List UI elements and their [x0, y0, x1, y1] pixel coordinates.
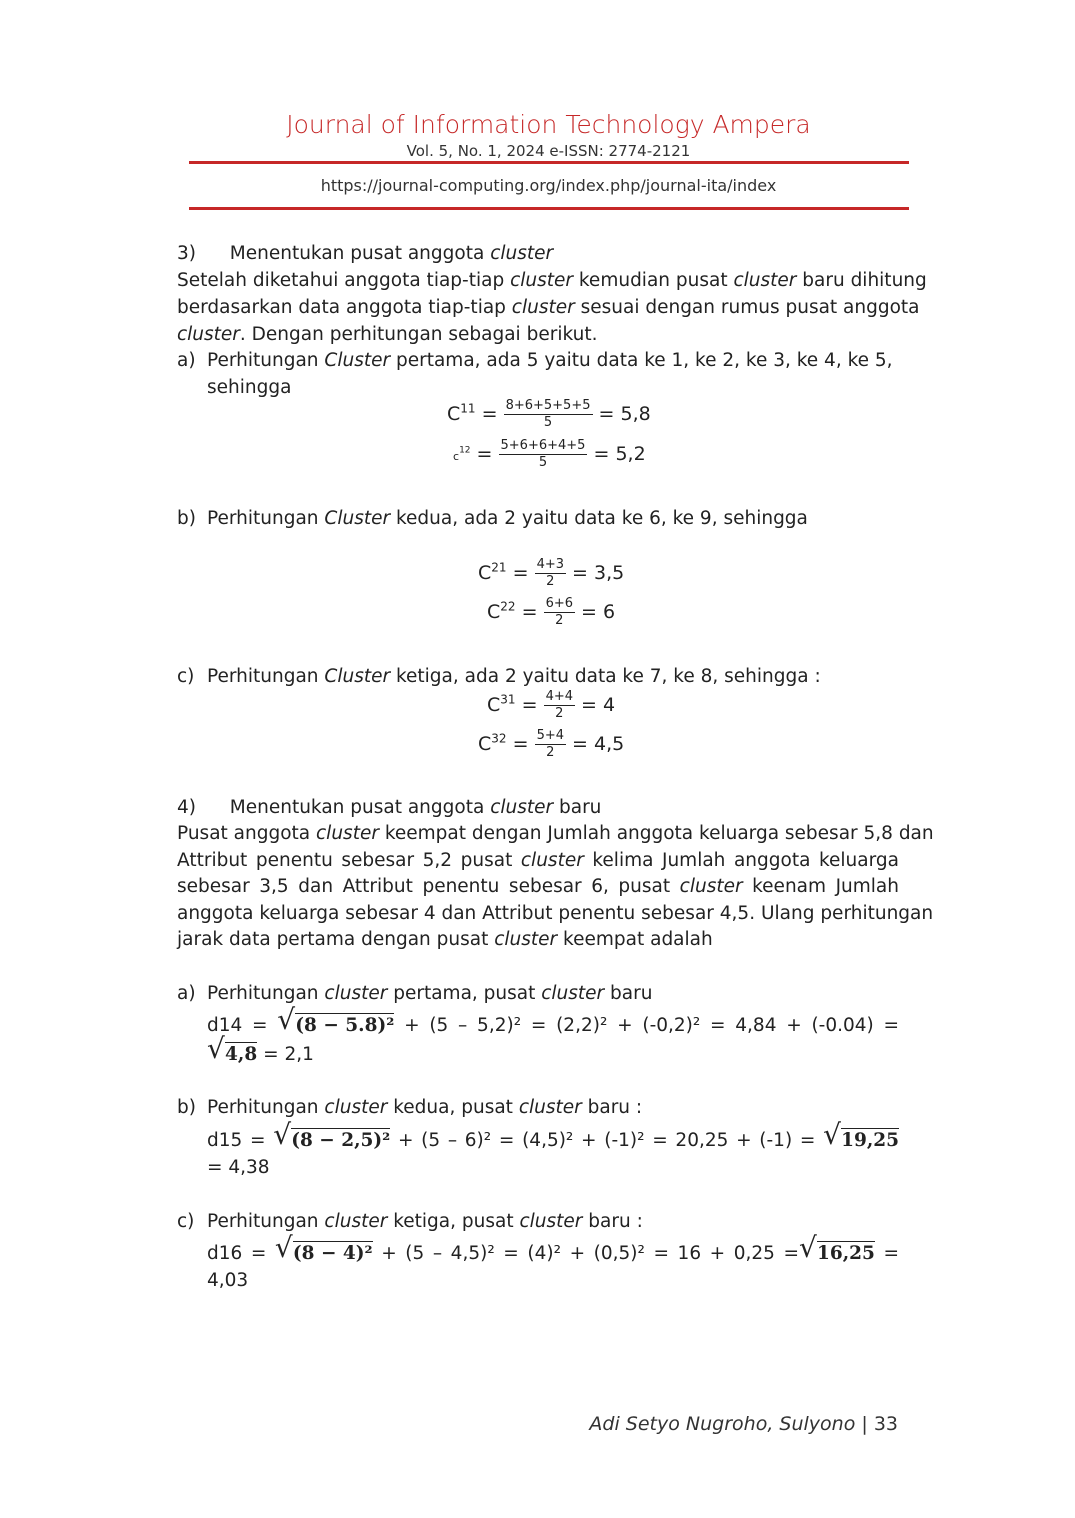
eq-sup: 21	[491, 560, 507, 575]
eq-result: = 4	[581, 694, 616, 716]
list-item-a	[177, 347, 899, 374]
text: ketiga, ada 2 yaitu data ke 7, ke 8, sehingga :	[390, 666, 821, 687]
text: pertama, ada 5 yaitu data ke 1, ke 2, ke 3, ke 4, ke 5,	[390, 350, 893, 371]
page-footer	[589, 1413, 898, 1435]
page-number: 33	[873, 1413, 898, 1435]
eq-label: C	[487, 694, 501, 716]
footer-separator: |	[855, 1413, 874, 1435]
heading-text: baru	[553, 797, 602, 818]
list-item-b	[177, 1094, 899, 1121]
text-italic: cluster	[519, 1211, 583, 1232]
text: kedua, pusat	[387, 1097, 519, 1118]
paragraph-line	[177, 900, 934, 927]
text: + (5 – 5,2)² = (2,2)² + (-0,2)² = 4,84 + (-0.04) =	[394, 1015, 900, 1036]
text: Perhitungan	[207, 350, 325, 371]
eq-result: = 3,5	[572, 562, 625, 584]
text-italic: cluster	[177, 324, 240, 345]
equation-c21: $C^{21}$ = $\frac{4+3}{2}$ = 3,5	[478, 557, 625, 589]
text: d16 =	[207, 1243, 275, 1264]
text: Setelah diketahui anggota tiap-tiap	[177, 270, 511, 291]
list-label: b)	[177, 508, 196, 529]
fraction	[544, 596, 575, 629]
section-4-heading	[177, 794, 899, 821]
text-italic: cluster	[510, 270, 573, 291]
text: = 2,1	[257, 1044, 314, 1065]
text-italic: cluster	[324, 983, 388, 1004]
text-italic: Cluster	[324, 508, 391, 529]
numerator: 4+4	[545, 689, 573, 704]
text: anggota keluarga sebesar 4 dan Attribut penentu sebesar 4,5. Ulang perhitungan	[177, 903, 934, 924]
text-italic: cluster	[733, 270, 797, 291]
equation-c32: $C^{32}$ = $\frac{5+4}{2}$ = 4,5	[478, 728, 625, 760]
list-label: b)	[177, 1097, 196, 1118]
list-item-b	[177, 505, 899, 532]
paragraph-line	[177, 873, 899, 900]
radicand: 4,8	[225, 1044, 258, 1065]
radicand: (8 − 5.8)²	[295, 1015, 395, 1036]
text: ketiga, pusat	[387, 1211, 520, 1232]
text: Perhitungan	[207, 1097, 325, 1118]
paragraph-line	[177, 321, 899, 348]
fraction	[535, 557, 566, 590]
text: sebesar 3,5 dan Attribut penentu sebesar 6, pusat	[177, 876, 680, 897]
paragraph-line	[177, 267, 927, 294]
text: kelima Jumlah anggota keluarga	[583, 850, 899, 871]
text-italic: cluster	[324, 1097, 388, 1118]
denominator: 5	[543, 415, 553, 430]
sqrt	[273, 1118, 391, 1154]
text: Attribut penentu sebesar 5,2 pusat	[177, 850, 521, 871]
text-italic: cluster	[541, 983, 605, 1004]
text: Perhitungan	[207, 508, 325, 529]
list-item-a-cont: sehingga	[207, 377, 292, 398]
numerator: 4+3	[536, 557, 564, 572]
equation-d14-cont	[207, 1032, 899, 1068]
eq-label: C	[487, 601, 501, 623]
radical-icon: √	[823, 1118, 841, 1151]
equation-d15	[207, 1118, 900, 1154]
eq-label: C	[447, 403, 461, 425]
eq-label: c	[453, 450, 460, 463]
eq-result: = 5,2	[593, 443, 646, 465]
text-italic: cluster	[520, 850, 584, 871]
text-italic: Cluster	[324, 666, 391, 687]
equation-c22: $C^{22}$ = $\frac{6+6}{2}$ = 6	[487, 596, 616, 628]
paragraph-line	[177, 294, 920, 321]
sqrt	[274, 1231, 373, 1267]
text-italic: cluster	[518, 1097, 582, 1118]
sqrt	[207, 1032, 258, 1068]
eq-sup: 32	[491, 731, 507, 746]
journal-title: Journal of Information Technology Ampera	[286, 110, 811, 139]
denominator: 2	[555, 706, 564, 721]
journal-url[interactable]: https://journal-computing.org/index.php/journal-ita/index	[320, 176, 777, 195]
radicand: 16,25	[816, 1243, 875, 1264]
equation-c12: $c^{12}$ = $\frac{5+6+6+4+5}{5}$ = 5,2	[453, 438, 646, 470]
journal-volume: Vol. 5, No. 1, 2024 e-ISSN: 2774-2121	[406, 142, 691, 160]
radical-icon: √	[798, 1231, 817, 1264]
text: keenam Jumlah	[742, 876, 899, 897]
eq-result: = 4,5	[572, 733, 625, 755]
eq-result: = 5,8	[598, 403, 651, 425]
list-label: a)	[177, 350, 196, 371]
eq-result: = 6	[581, 601, 616, 623]
numerator: 8+6+5+5+5	[505, 398, 591, 413]
radical-icon: √	[273, 1118, 292, 1151]
text: kemudian pusat	[573, 270, 734, 291]
section-number: 4)	[177, 797, 196, 818]
radical-icon: √	[277, 1003, 296, 1036]
text: berdasarkan data anggota tiap-tiap	[177, 297, 512, 318]
section-3-heading	[177, 240, 899, 267]
section-number: 3)	[177, 243, 196, 264]
text: baru dihitung	[796, 270, 927, 291]
text-italic: cluster	[511, 297, 575, 318]
paragraph-line	[177, 847, 899, 874]
text: sesuai dengan rumus pusat anggota	[574, 297, 920, 318]
fraction	[535, 728, 566, 761]
paragraph-line	[177, 926, 899, 953]
header-rule-top	[189, 161, 909, 164]
equation-d15-cont: = 4,38	[207, 1157, 270, 1178]
eq-sup: 12	[459, 445, 471, 456]
denominator: 2	[546, 574, 555, 589]
radicand: 19,25	[841, 1130, 900, 1151]
sqrt	[823, 1118, 900, 1154]
text: baru :	[582, 1211, 643, 1232]
text: + (5 – 6)² = (4,5)² + (-1)² = 20,25 + (-1) =	[390, 1130, 824, 1151]
footer-authors: Adi Setyo Nugroho, Sulyono	[589, 1413, 856, 1435]
text: =	[874, 1243, 899, 1264]
numerator: 6+6	[545, 596, 573, 611]
eq-sup: 31	[500, 692, 516, 707]
eq-label: C	[478, 733, 492, 755]
text: + (5 – 4,5)² = (4)² + (0,5)² = 16 + 0,25 =	[372, 1243, 799, 1264]
sqrt	[277, 1003, 395, 1039]
equation-d14	[207, 1003, 900, 1039]
fraction	[499, 438, 588, 471]
text: d14 =	[207, 1015, 278, 1036]
equation-d16-cont: 4,03	[207, 1270, 249, 1291]
fraction	[544, 689, 575, 722]
text: d15 =	[207, 1130, 274, 1151]
denominator: 5	[538, 455, 548, 470]
list-item-c	[177, 663, 899, 690]
text-italic: cluster	[494, 929, 558, 950]
text-italic: cluster	[324, 1211, 388, 1232]
text-italic: cluster	[679, 876, 743, 897]
text: jarak data pertama dengan pusat	[177, 929, 495, 950]
text: pertama, pusat	[387, 983, 542, 1004]
radicand: (8 − 4)²	[292, 1243, 373, 1264]
text: Perhitungan	[207, 1211, 325, 1232]
list-label: c)	[177, 1211, 195, 1232]
text: kedua, ada 2 yaitu data ke 6, ke 9, sehingga	[390, 508, 808, 529]
text: Perhitungan	[207, 983, 325, 1004]
text: Pusat anggota	[177, 823, 317, 844]
denominator: 2	[546, 745, 555, 760]
equation-c11: $C^{11}$ = $\frac{8+6+5+5+5}{5}$ = 5,8	[447, 398, 651, 430]
eq-sup: 11	[460, 401, 476, 416]
heading-text: Menentukan pusat anggota	[229, 243, 485, 264]
radical-icon: √	[207, 1032, 225, 1065]
eq-label: C	[478, 562, 492, 584]
heading-italic: cluster	[490, 797, 554, 818]
text: baru	[604, 983, 653, 1004]
radical-icon: √	[274, 1231, 293, 1264]
heading-text: Menentukan pusat anggota	[229, 797, 491, 818]
numerator: 5+6+6+4+5	[500, 438, 586, 453]
header-rule-bottom	[189, 207, 909, 210]
list-label: a)	[177, 983, 196, 1004]
radicand: (8 − 2,5)²	[291, 1130, 391, 1151]
paragraph-line	[177, 820, 934, 847]
text: keempat dengan Jumlah anggota keluarga sebesar 5,8 dan	[378, 823, 934, 844]
text: keempat adalah	[557, 929, 713, 950]
numerator: 5+4	[536, 728, 564, 743]
text: . Dengan perhitungan sebagai berikut.	[239, 324, 598, 345]
heading-italic: cluster	[490, 243, 554, 264]
eq-sup: 22	[500, 599, 516, 614]
equation-d16	[207, 1231, 899, 1267]
text: Perhitungan	[207, 666, 325, 687]
text-italic: Cluster	[324, 350, 391, 371]
list-label: c)	[177, 666, 195, 687]
sqrt	[798, 1231, 875, 1267]
text-italic: cluster	[316, 823, 379, 844]
denominator: 2	[555, 613, 564, 628]
text: baru :	[581, 1097, 643, 1118]
equation-c31: $C^{31}$ = $\frac{4+4}{2}$ = 4	[487, 689, 616, 721]
fraction	[504, 398, 593, 431]
